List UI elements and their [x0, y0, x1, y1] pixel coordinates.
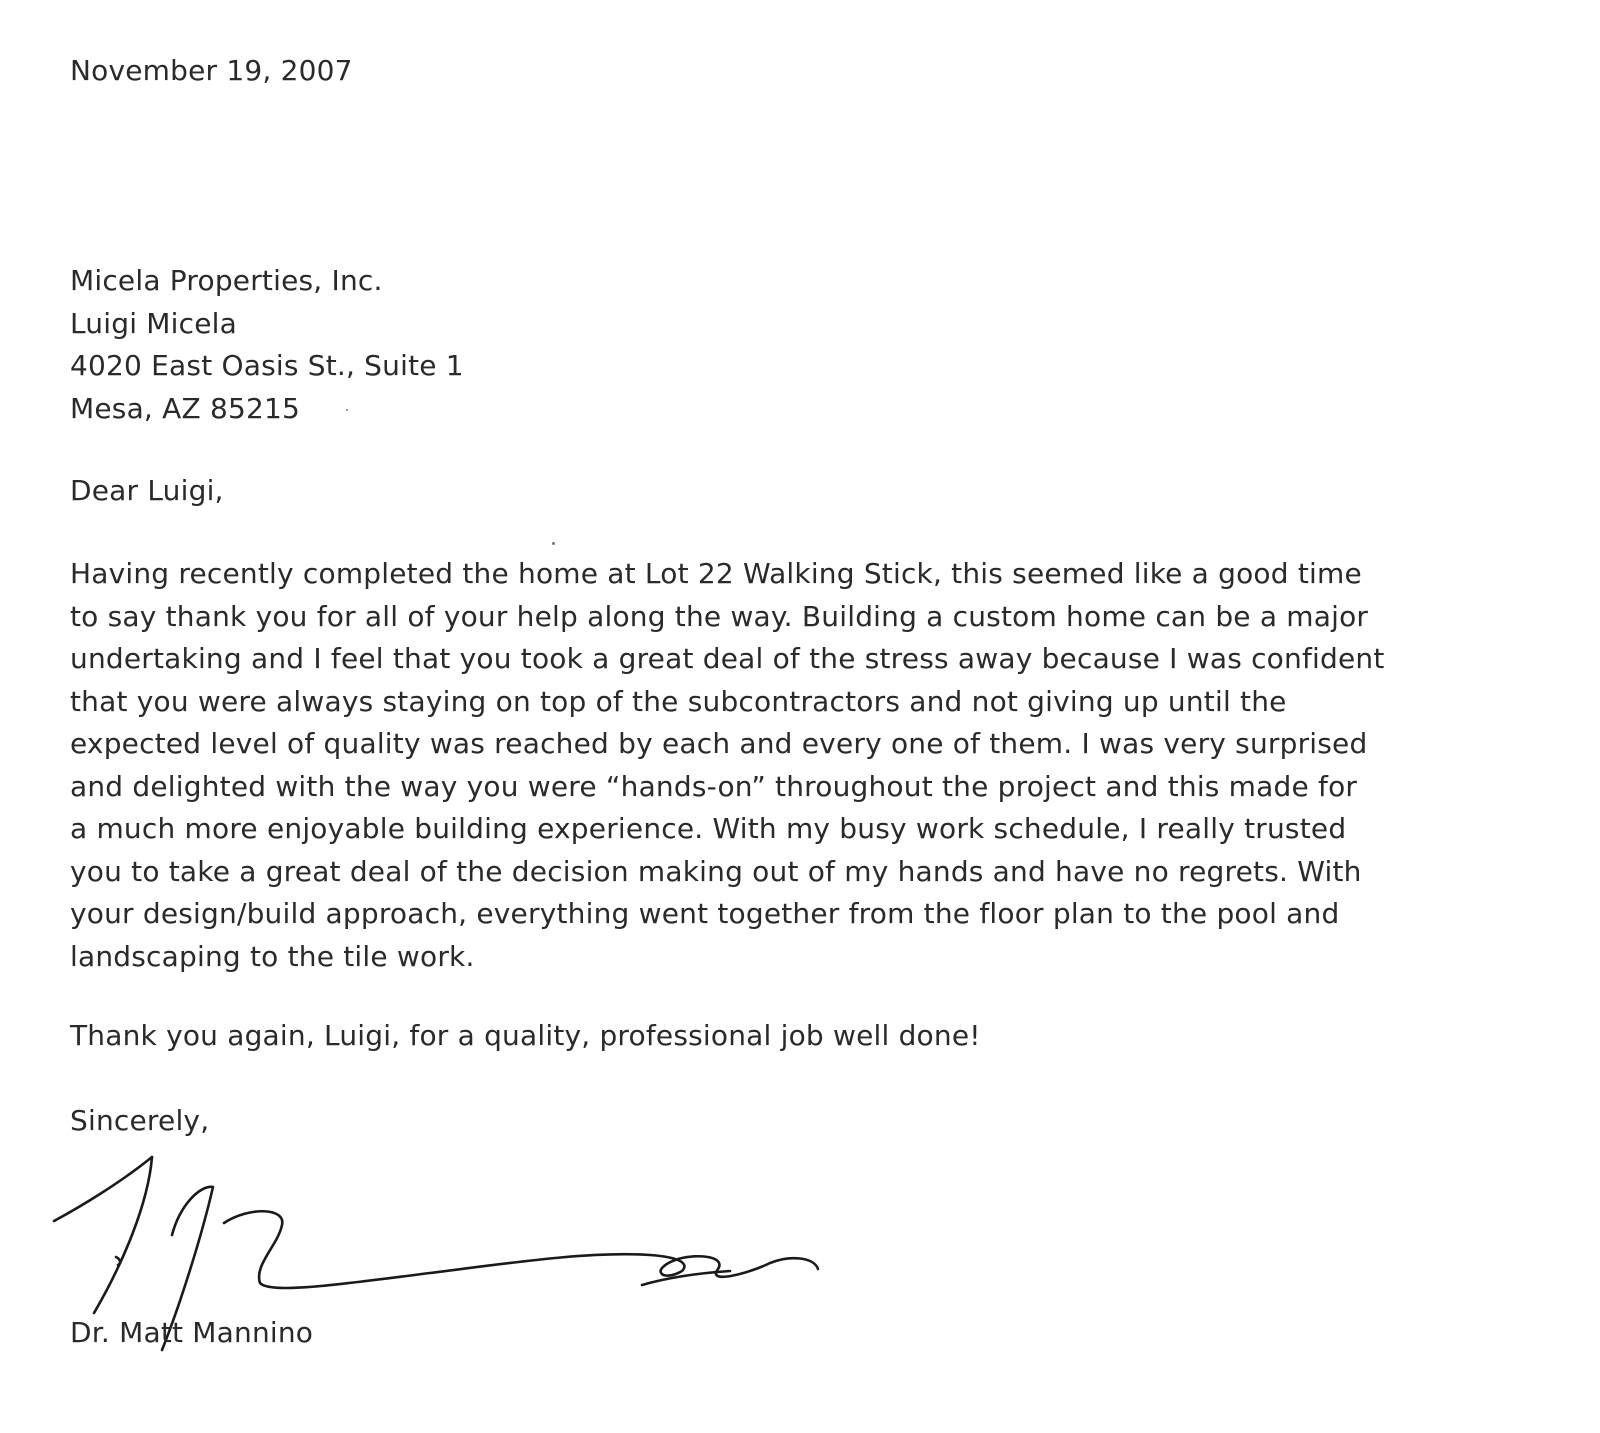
recipient-company: Micela Properties, Inc.	[70, 264, 383, 297]
scan-speck	[552, 542, 555, 545]
body-line: you to take a great deal of the decision making out of my hands and have no regrets. With	[70, 854, 1362, 888]
body-line: to say thank you for all of your help along the way. Building a custom home can be a major	[70, 599, 1369, 633]
body-line: and delighted with the way you were “hands-on” throughout the project and this made for	[70, 769, 1358, 803]
body-line: expected level of quality was reached by each and every one of them. I was very surprised	[70, 727, 1368, 760]
body-line: your design/build approach, everything went together from the floor plan to the pool and	[70, 897, 1340, 930]
body-line: that you were always staying on top of the subcontractors and not giving up until the	[70, 684, 1287, 718]
letter-date: November 19, 2007	[70, 54, 353, 87]
recipient-city-state-zip: Mesa, AZ 85215	[70, 391, 301, 425]
body-line: undertaking and I feel that you took a great deal of the stress away because I was confident	[70, 642, 1385, 675]
salutation: Dear Luigi,	[70, 474, 224, 507]
scan-speck	[346, 409, 348, 411]
recipient-address	[70, 260, 464, 430]
body-paragraph	[70, 553, 1540, 978]
signer-name: Dr. Matt Mannino	[70, 1316, 314, 1349]
body-line: landscaping to the tile work.	[70, 939, 475, 973]
recipient-name: Luigi Micela	[70, 306, 237, 340]
recipient-street: 4020 East Oasis St., Suite 1	[70, 349, 464, 382]
closing: Sincerely,	[70, 1104, 210, 1137]
body-line: a much more enjoyable building experience. With my busy work schedule, I really trusted	[70, 812, 1347, 845]
body-line: Having recently completed the home at Lot 22 Walking Stick, this seemed like a good time	[70, 557, 1362, 590]
closing-paragraph: Thank you again, Luigi, for a quality, professional job well done!	[70, 1019, 981, 1052]
